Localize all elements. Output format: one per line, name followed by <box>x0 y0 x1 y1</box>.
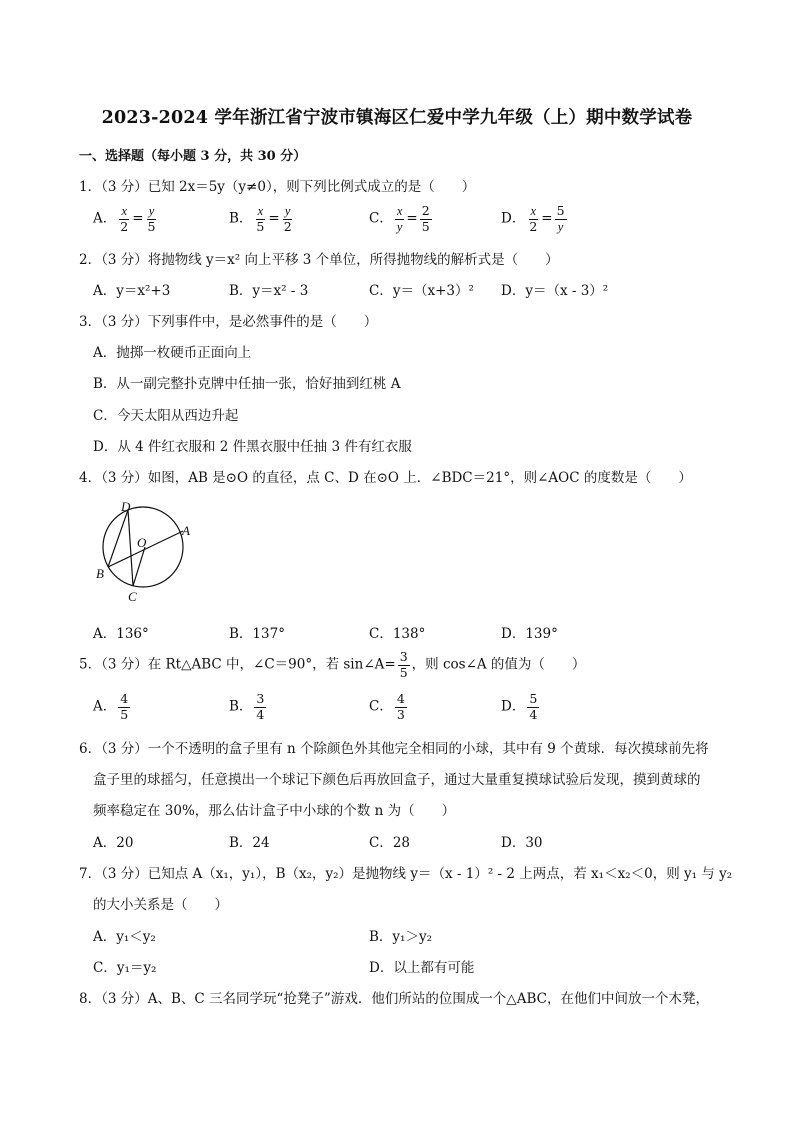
q6-option-a: A．20 <box>93 835 134 851</box>
label-o: O <box>137 535 147 550</box>
question-8-line-1: 8．（3 分）A、B、C 三名同学玩“抢凳子”游戏．他们所站的位围成一个△ABC，在他们中间放一个木凳， <box>79 991 709 1007</box>
question-7-line-1: 7．（3 分）已知点 A（x₁，y₁），B（x₂，y₂）是抛物线 y＝（x - 1）² - 2 上两点，若 x₁＜x₂＜0，则 y₁ 与 y₂ <box>79 866 733 882</box>
question-7-line-2: 的大小关系是（ ） <box>93 897 228 913</box>
label-a: A <box>182 523 190 538</box>
q3-option-a: A．抛掷一枚硬币正面向上 <box>93 345 252 361</box>
q4-option-b: B．137° <box>229 626 285 642</box>
q7-option-d: D．以上都有可能 <box>369 960 475 976</box>
question-6-line-1: 6．（3 分）一个不透明的盒子里有 n 个除颜色外其他完全相同的小球，其中有 9 个黄球．每次摸球前先将 <box>79 741 709 757</box>
question-4-stem: 4．（3 分）如图，AB 是⊙O 的直径，点 C、D 在⊙O 上．∠BDC＝21°，则∠AOC 的度数是（ ） <box>79 470 692 486</box>
q2-option-c: C．y＝（x+3）² <box>369 283 474 299</box>
q6-option-d: D．30 <box>501 835 543 851</box>
q7-option-b: B．y₁＞y₂ <box>369 929 432 945</box>
q1-option-d: D． $\frac{x}{2}$ = $\frac{5}{y}$ <box>501 203 565 234</box>
q5-option-b: B． $\frac{3}{4}$ <box>229 691 265 722</box>
exam-title: 2023-2024 学年浙江省宁波市镇海区仁爱中学九年级（上）期中数学试卷 <box>101 108 693 128</box>
question-2-stem: 2．（3 分）将抛物线 y＝x² 向上平移 3 个单位，所得抛物线的解析式是（ ） <box>79 252 559 268</box>
q3-option-d: D．从 4 件红衣服和 2 件黑衣服中任抽 3 件有红衣服 <box>93 439 412 455</box>
q5-option-c: C． $\frac{4}{3}$ <box>369 691 405 722</box>
q4-option-d: D．139° <box>501 626 558 642</box>
q2-option-a: A．y＝x²+3 <box>93 283 171 299</box>
q3-option-b: B．从一副完整扑克牌中任抽一张，恰好抽到红桃 A <box>93 376 401 392</box>
q2-option-b: B．y＝x² - 3 <box>229 283 309 299</box>
q6-option-b: B．24 <box>229 835 270 851</box>
question-5-stem: 5．（3 分）在 Rt△ABC 中，∠C＝90°，若 sin∠A= $\frac{3}{5}$ ，则 cos∠A 的值为（ ） <box>79 649 586 680</box>
question-6-line-3: 频率稳定在 30%，那么估计盒子中小球的个数 n 为（ ） <box>93 803 456 819</box>
q3-option-c: C．今天太阳从西边升起 <box>93 408 239 424</box>
radius-oc <box>133 547 145 586</box>
label-d: D <box>121 499 131 514</box>
q7-option-a: A．y₁＜y₂ <box>93 929 156 945</box>
q4-option-c: C．138° <box>369 626 426 642</box>
q5-option-a: A． $\frac{4}{5}$ <box>93 691 129 722</box>
q1-option-a: A． $\frac{x}{2}$ = $\frac{y}{5}$ <box>93 204 156 234</box>
q6-option-c: C．28 <box>369 835 411 851</box>
question-6-line-2: 盒子里的球摇匀，任意摸出一个球记下颜色后再放回盒子，通过大量重复摸球试验后发现，摸到黄球的 <box>93 772 701 788</box>
section-heading: 一、选择题（每小题 3 分，共 30 分） <box>79 149 307 164</box>
question-1-stem: 1．（3 分）已知 2x＝5y（y≠0），则下列比例式成立的是（ ） <box>79 179 476 195</box>
label-b: B <box>96 566 104 581</box>
chord-dc <box>128 510 133 586</box>
circle-diagram <box>93 497 203 607</box>
label-c: C <box>128 589 137 604</box>
q4-option-a: A．136° <box>93 626 149 642</box>
q2-option-d: D．y＝（x - 3）² <box>501 283 609 299</box>
question-3-stem: 3．（3 分）下列事件中，是必然事件的是（ ） <box>79 314 378 330</box>
q7-option-c: C．y₁＝y₂ <box>93 960 157 976</box>
q1-option-b: B． $\frac{x}{5}$ = $\frac{y}{2}$ <box>229 204 292 234</box>
q5-option-d: D． $\frac{5}{4}$ <box>501 691 538 722</box>
q1-option-c: C． $\frac{x}{y}$ = $\frac{2}{5}$ <box>369 203 430 234</box>
